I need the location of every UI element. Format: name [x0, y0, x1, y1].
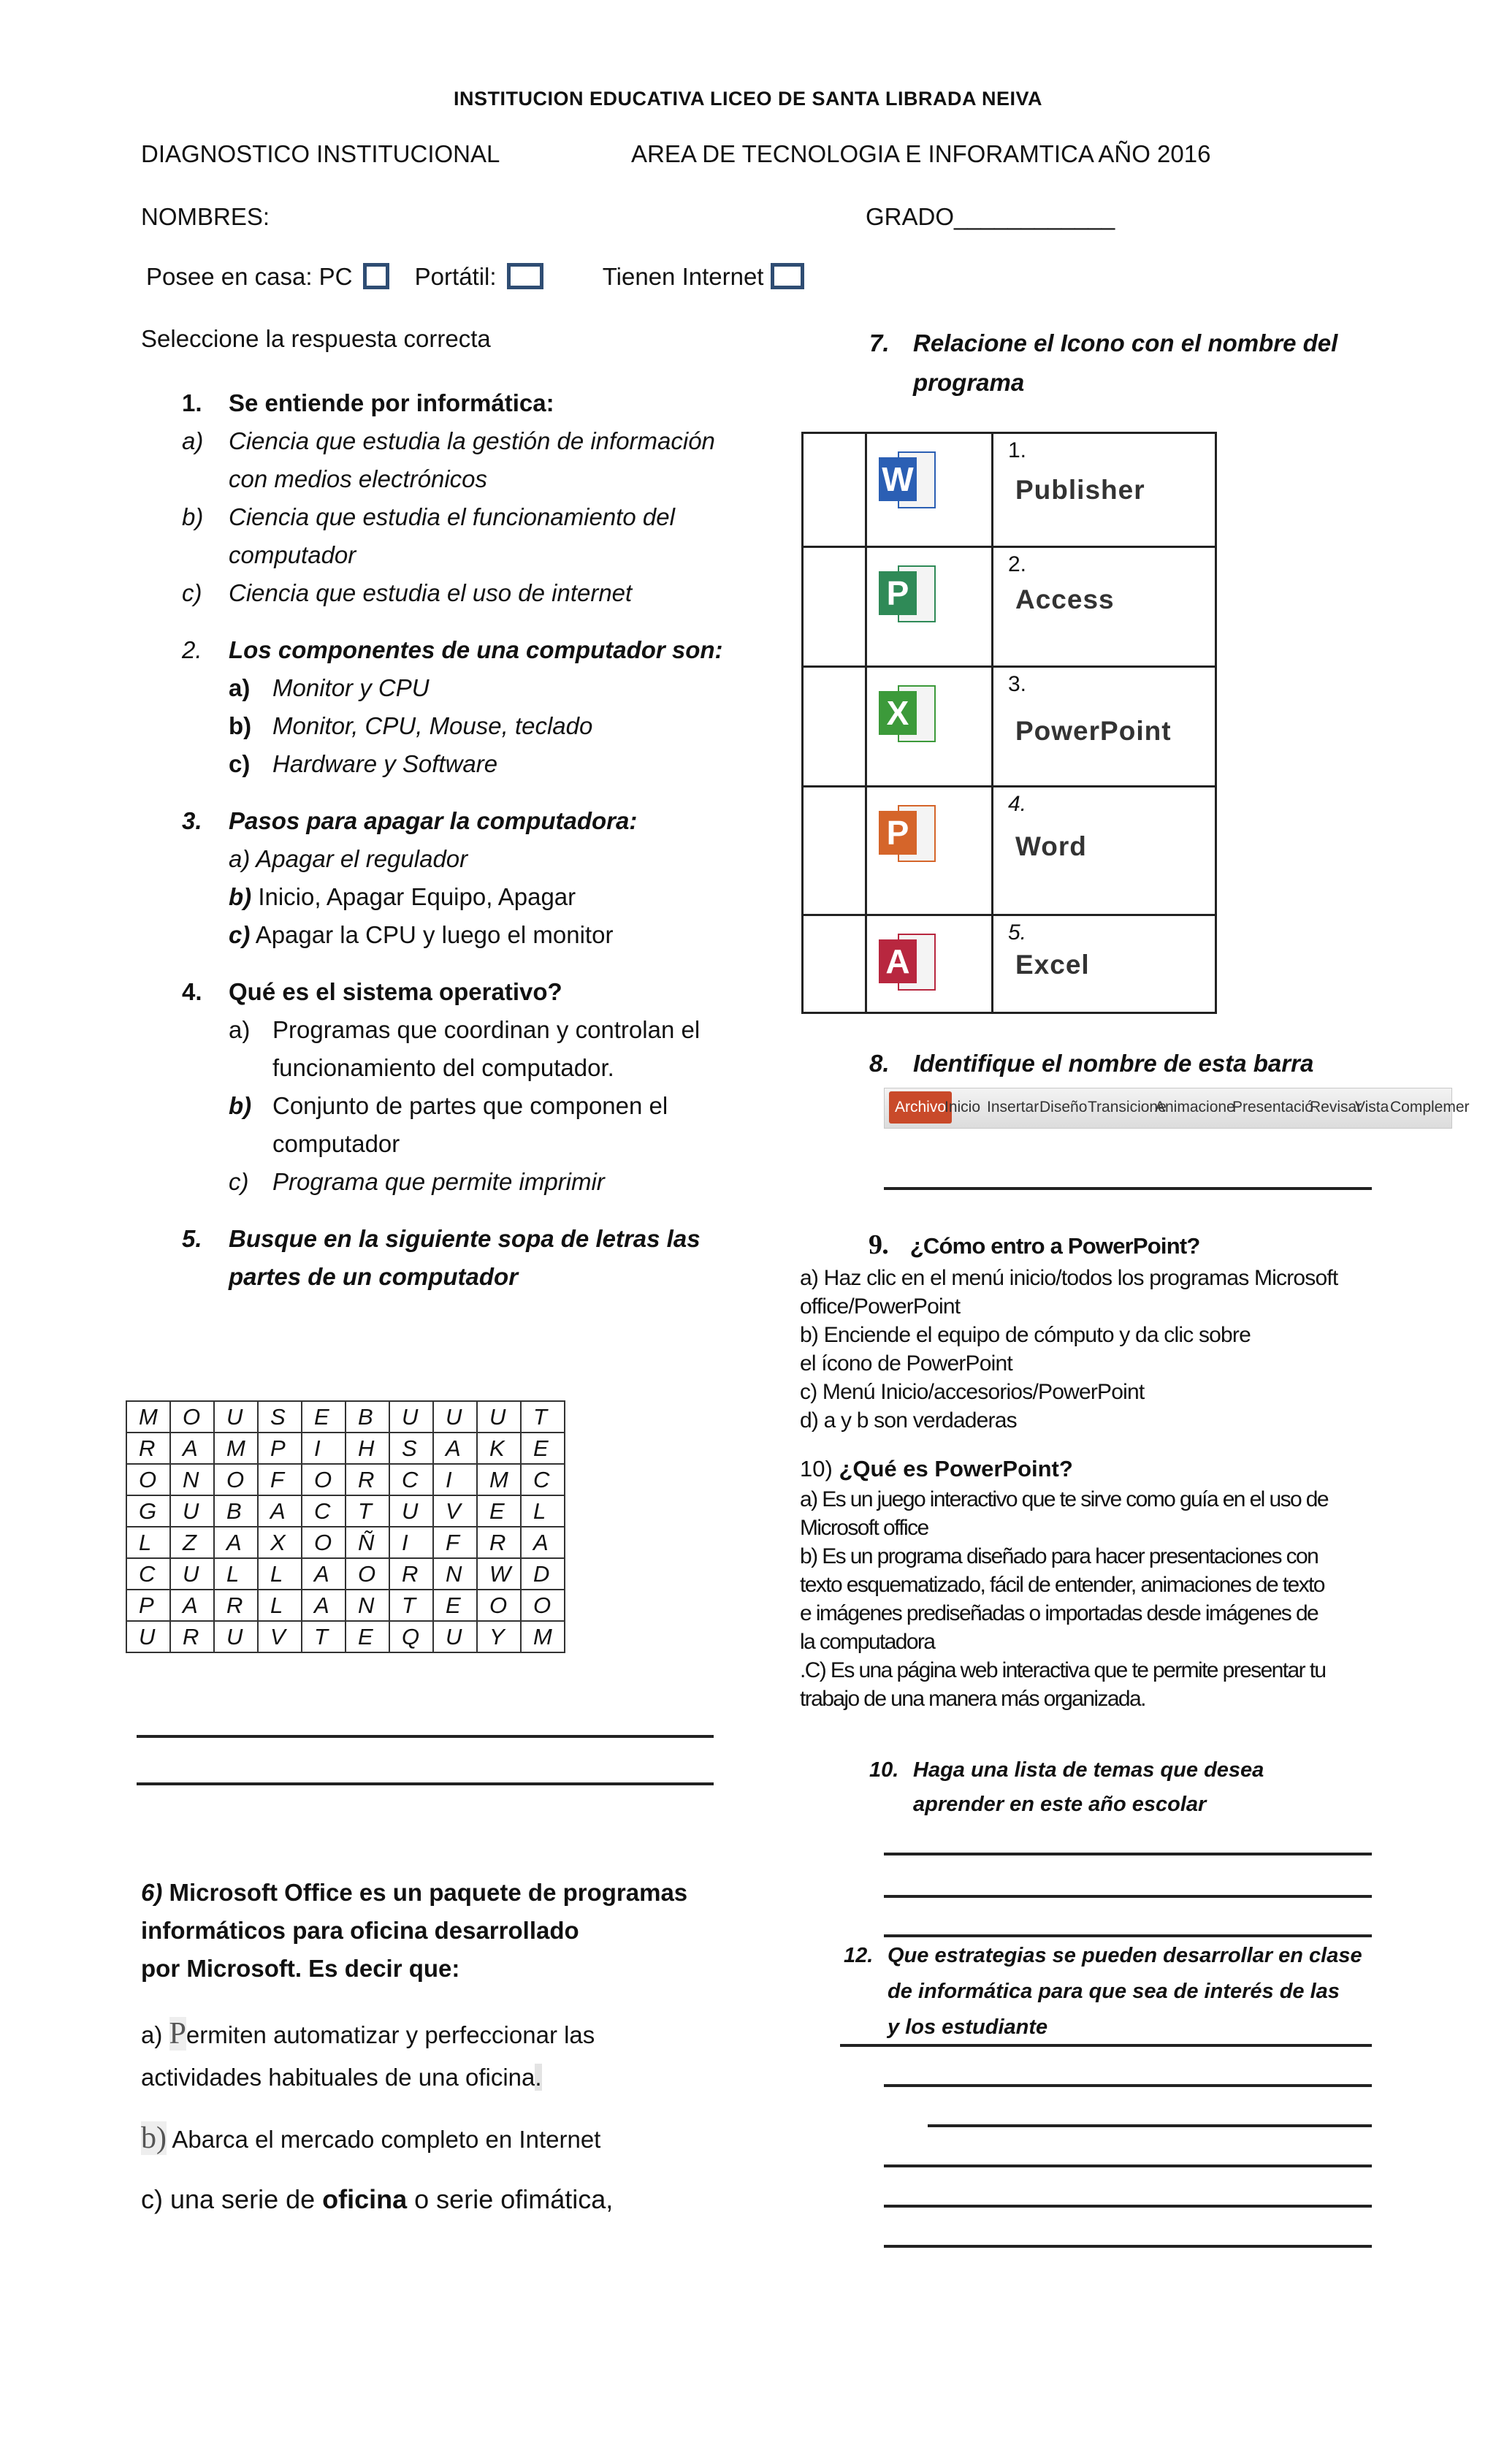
word-search-cell[interactable]: X: [258, 1527, 302, 1558]
question-5-text: Busque en la siguiente sopa de letras las partes de un computador: [229, 1225, 701, 1290]
word-search-row: [126, 1433, 565, 1464]
word-search-grid: [126, 1400, 565, 1653]
question-6-line-1: Microsoft Office es un paquete de programas: [169, 1879, 688, 1906]
word-search-cell[interactable]: M: [126, 1401, 170, 1433]
question-4-text: Qué es el sistema operativo?: [229, 978, 562, 1005]
word-search-cell[interactable]: U: [477, 1401, 521, 1433]
word-search-cell[interactable]: D: [521, 1558, 565, 1590]
diagnostic-label: DIAGNOSTICO INSTITUCIONAL: [141, 140, 500, 167]
question-7-number: 7.: [869, 329, 890, 356]
word-search-cell[interactable]: M: [477, 1464, 521, 1495]
word-search-cell[interactable]: R: [170, 1621, 214, 1652]
q9-option-b[interactable]: b) Enciende el equipo de cómputo y da clic sobre el ícono de PowerPoint: [800, 1323, 1251, 1376]
icon-match-row: [803, 667, 1216, 787]
question-list-number: 10.: [869, 1758, 899, 1782]
word-search-cell[interactable]: S: [389, 1433, 433, 1464]
word-search-cell[interactable]: E: [433, 1590, 477, 1621]
word-search-cell[interactable]: V: [258, 1621, 302, 1652]
word-search-cell[interactable]: L: [258, 1590, 302, 1621]
word-search-cell[interactable]: O: [170, 1401, 214, 1433]
q6-option-a[interactable]: a) Permiten automatizar y perfeccionar las actividades habituales de una oficina.: [141, 2017, 595, 2091]
question-6-line-2: informáticos para oficina desarrollado: [141, 1917, 579, 1944]
word-search-cell[interactable]: U: [170, 1558, 214, 1590]
program-cell: [993, 667, 1216, 787]
internet-checkbox[interactable]: [771, 263, 804, 289]
word-search-cell[interactable]: Q: [389, 1621, 433, 1652]
word-search-cell[interactable]: L: [521, 1495, 565, 1527]
question-3: [182, 802, 725, 840]
question-8-number: 8.: [869, 1050, 890, 1077]
ribbon-tab[interactable]: Presentació: [1232, 1099, 1313, 1115]
answer-line-8[interactable]: [884, 1187, 1372, 1190]
q9-option-d[interactable]: d) a y b son verdaderas: [800, 1408, 1017, 1433]
area-label: AREA DE TECNOLOGIA E INFORAMTICA AÑO 2016: [631, 140, 1211, 167]
answer-line-topics-2[interactable]: [884, 1895, 1372, 1898]
word-search-cell[interactable]: A: [302, 1590, 346, 1621]
q3-option-b[interactable]: b) Inicio, Apagar Equipo, Apagar: [229, 883, 576, 910]
program-cell: [993, 787, 1216, 915]
question-12: [844, 1938, 1362, 2045]
ribbon-tab[interactable]: Archivo: [889, 1091, 952, 1124]
icon-letter: W: [879, 457, 917, 501]
question-12-number: 12.: [844, 1944, 874, 1967]
word-search-cell[interactable]: B: [214, 1495, 258, 1527]
word-search-cell[interactable]: B: [346, 1401, 389, 1433]
word-search-cell[interactable]: W: [477, 1558, 521, 1590]
word-search-cell[interactable]: U: [389, 1401, 433, 1433]
question-10: [800, 1456, 1384, 1713]
instruction-text: Seleccione la respuesta correcta: [141, 325, 491, 352]
question-4-number: 4.: [182, 978, 202, 1005]
icon-cell: [866, 667, 993, 787]
q1-option-a[interactable]: a) Ciencia que estudia la gestión de información con medios electrónicos: [182, 427, 715, 492]
question-9: [800, 1229, 1384, 1435]
answer-line-12-5[interactable]: [884, 2205, 1372, 2208]
answer-line-5b[interactable]: [137, 1782, 714, 1785]
q3-option-a[interactable]: a) Apagar el regulador: [229, 845, 468, 872]
answer-line-12-4[interactable]: [884, 2164, 1372, 2167]
question-10-text: ¿Qué es PowerPoint?: [839, 1456, 1073, 1481]
icon-letter: X: [879, 691, 917, 735]
word-search-cell[interactable]: R: [477, 1527, 521, 1558]
word-search-cell[interactable]: A: [170, 1433, 214, 1464]
word-search-cell[interactable]: O: [302, 1464, 346, 1495]
q2-option-c[interactable]: c) Hardware y Software: [229, 750, 498, 777]
office-app-icon: [877, 929, 936, 993]
pc-checkbox[interactable]: [363, 263, 389, 289]
program-name: Excel: [1015, 950, 1090, 980]
ribbon-tab-bar: [884, 1088, 1470, 1129]
word-search-cell[interactable]: R: [214, 1590, 258, 1621]
program-name: Word: [1015, 831, 1087, 861]
word-search-cell[interactable]: R: [346, 1464, 389, 1495]
q10-option-c[interactable]: .C) Es una página web interactiva que te permite presentar tu trabajo de una manera más organizada.: [800, 1658, 1326, 1711]
laptop-label: Portátil:: [414, 263, 497, 290]
question-10-number: 10): [800, 1456, 833, 1481]
q2-option-b[interactable]: b) Monitor, CPU, Mouse, teclado: [229, 712, 593, 739]
program-number: 2.: [1008, 552, 1027, 576]
word-search-cell[interactable]: P: [126, 1590, 170, 1621]
question-12-line-2: de informática para que sea de interés de las: [888, 1980, 1340, 2003]
program-cell: [993, 547, 1216, 667]
answer-line-12-3[interactable]: [928, 2124, 1372, 2127]
icon-letter: P: [879, 811, 917, 855]
program-number: 3.: [1008, 672, 1027, 696]
answer-line-12-1[interactable]: [840, 2044, 1372, 2047]
office-app-icon: [877, 801, 936, 865]
word-search-cell[interactable]: U: [389, 1495, 433, 1527]
laptop-checkbox[interactable]: [507, 263, 543, 289]
q3-option-c[interactable]: c) Apagar la CPU y luego el monitor: [229, 921, 614, 948]
word-search-cell[interactable]: T: [346, 1495, 389, 1527]
word-search-cell[interactable]: E: [477, 1495, 521, 1527]
word-search-cell[interactable]: N: [346, 1590, 389, 1621]
program-number: 4.: [1008, 792, 1027, 816]
word-search-cell[interactable]: F: [258, 1464, 302, 1495]
left-questions: [182, 384, 725, 1296]
word-search-cell[interactable]: A: [521, 1527, 565, 1558]
question-2-text: Los componentes de una computador son:: [229, 636, 723, 663]
question-7-text: Relacione el Icono con el nombre del programa: [913, 329, 1338, 396]
ribbon-tab[interactable]: Complemer: [1390, 1099, 1470, 1115]
q1-option-b[interactable]: b) Ciencia que estudia el funcionamiento del computador: [182, 503, 675, 568]
question-list-line-2: aprender en este año escolar: [913, 1793, 1207, 1816]
word-search-cell[interactable]: I: [433, 1464, 477, 1495]
word-search-cell[interactable]: A: [258, 1495, 302, 1527]
question-9-text: ¿Cómo entro a PowerPoint?: [909, 1233, 1200, 1259]
answer-line-12-2[interactable]: [884, 2084, 1372, 2087]
program-name: PowerPoint: [1015, 716, 1172, 746]
question-1-text: Se entiende por informática:: [229, 389, 554, 416]
icon-match-row: [803, 787, 1216, 915]
question-12-line-1: Que estrategias se pueden desarrollar en clase: [888, 1944, 1362, 1967]
word-search-cell[interactable]: A: [433, 1433, 477, 1464]
word-search-cell[interactable]: I: [389, 1527, 433, 1558]
icon-match-row: [803, 915, 1216, 1013]
word-search-cell[interactable]: A: [302, 1558, 346, 1590]
word-search-cell[interactable]: T: [302, 1621, 346, 1652]
word-search-cell[interactable]: O: [477, 1590, 521, 1621]
word-search-cell[interactable]: O: [521, 1590, 565, 1621]
word-search-row: [126, 1590, 565, 1621]
question-list-topics: [869, 1753, 1264, 1822]
question-9-number: 9.: [869, 1229, 888, 1260]
word-search-cell[interactable]: O: [302, 1527, 346, 1558]
answer-cell[interactable]: [803, 787, 866, 915]
word-search-cell[interactable]: V: [433, 1495, 477, 1527]
word-search-cell[interactable]: N: [433, 1558, 477, 1590]
grade-label: GRADO____________: [866, 203, 1115, 230]
word-search-cell[interactable]: C: [126, 1558, 170, 1590]
answer-line-topics-1[interactable]: [884, 1853, 1372, 1855]
ribbon-tab[interactable]: Transicione: [1088, 1099, 1167, 1115]
ribbon-tab[interactable]: Insertar: [987, 1099, 1039, 1115]
question-3-number: 3.: [182, 807, 202, 834]
q6-option-b[interactable]: b) Abarca el mercado completo en Internet: [141, 2121, 601, 2155]
school-title: INSTITUCION EDUCATIVA LICEO DE SANTA LIBRADA NEIVA: [454, 88, 1042, 110]
q4-option-a[interactable]: a) Programas que coordinan y controlan el funcionamiento del computador.: [229, 1016, 701, 1081]
question-3-text: Pasos para apagar la computadora:: [229, 807, 638, 834]
question-list-line-1: Haga una lista de temas que desea: [913, 1758, 1264, 1782]
question-6-number: 6): [141, 1879, 163, 1906]
icon-match-row: [803, 547, 1216, 667]
question-5: [182, 1220, 725, 1296]
icon-letter: P: [879, 571, 917, 615]
word-search-cell[interactable]: I: [302, 1433, 346, 1464]
home-devices-row: [146, 263, 804, 291]
program-number: 1.: [1008, 438, 1027, 462]
question-8: [869, 1050, 1314, 1077]
word-search-cell[interactable]: C: [521, 1464, 565, 1495]
word-search-cell[interactable]: H: [346, 1433, 389, 1464]
question-6-line-3: por Microsoft. Es decir que:: [141, 1955, 460, 1982]
word-search-cell[interactable]: E: [521, 1433, 565, 1464]
word-search-cell[interactable]: U: [126, 1621, 170, 1652]
word-search-cell[interactable]: U: [214, 1621, 258, 1652]
question-2: [182, 631, 725, 669]
word-search-cell[interactable]: R: [126, 1433, 170, 1464]
question-7: [869, 324, 1366, 403]
ribbon-tab[interactable]: Animacione: [1155, 1099, 1235, 1115]
word-search-cell[interactable]: K: [477, 1433, 521, 1464]
q9-option-c[interactable]: c) Menú Inicio/accesorios/PowerPoint: [800, 1380, 1145, 1404]
word-search-cell[interactable]: L: [214, 1558, 258, 1590]
question-12-line-3: y los estudiante: [888, 2015, 1048, 2039]
word-search-row: [126, 1464, 565, 1495]
program-number: 5.: [1008, 920, 1027, 945]
program-name: Access: [1015, 584, 1115, 614]
answer-line-topics-3[interactable]: [884, 1934, 1372, 1937]
program-name: Publisher: [1015, 475, 1145, 505]
icon-cell: [866, 547, 993, 667]
word-search-cell[interactable]: Z: [170, 1527, 214, 1558]
answer-cell[interactable]: [803, 915, 866, 1013]
word-search-cell[interactable]: O: [126, 1464, 170, 1495]
word-search-cell[interactable]: M: [521, 1621, 565, 1652]
question-5-number: 5.: [182, 1225, 202, 1252]
word-search-cell[interactable]: O: [346, 1558, 389, 1590]
ribbon-tab[interactable]: Revisar: [1310, 1099, 1362, 1115]
office-app-icon: [877, 681, 936, 745]
office-app-icon: [877, 447, 936, 511]
word-search-cell[interactable]: R: [389, 1558, 433, 1590]
q9-option-a[interactable]: a) Haz clic en el menú inicio/todos los programas Microsoft office/PowerPoint: [800, 1266, 1338, 1319]
icon-cell: [866, 915, 993, 1013]
word-search-cell[interactable]: G: [126, 1495, 170, 1527]
word-search-cell[interactable]: F: [433, 1527, 477, 1558]
question-4: [182, 973, 725, 1011]
q6-option-c[interactable]: c) una serie de oficina o serie ofimática,: [141, 2184, 614, 2214]
word-search-cell[interactable]: M: [214, 1433, 258, 1464]
word-search-cell[interactable]: U: [170, 1495, 214, 1527]
word-search-row: [126, 1558, 565, 1590]
question-2-number: 2.: [182, 636, 202, 663]
q2-option-a[interactable]: a) Monitor y CPU: [229, 674, 430, 701]
word-search-cell[interactable]: P: [258, 1433, 302, 1464]
q4-option-b[interactable]: b) Conjunto de partes que componen el computador: [229, 1092, 668, 1157]
q1-option-c[interactable]: c) Ciencia que estudia el uso de internet: [182, 579, 633, 606]
answer-cell[interactable]: [803, 433, 866, 547]
word-search-cell[interactable]: T: [521, 1401, 565, 1433]
word-search-cell[interactable]: C: [302, 1495, 346, 1527]
word-search-cell[interactable]: Y: [477, 1621, 521, 1652]
word-search-row: [126, 1621, 565, 1652]
office-app-icon: [877, 561, 936, 625]
icon-cell: [866, 433, 993, 547]
answer-cell[interactable]: [803, 667, 866, 787]
question-8-text: Identifique el nombre de esta barra: [913, 1050, 1314, 1077]
pc-label: Posee en casa: PC: [146, 263, 353, 290]
word-search-cell[interactable]: U: [433, 1401, 477, 1433]
icon-cell: [866, 787, 993, 915]
icon-letter: A: [879, 939, 917, 983]
word-search-cell[interactable]: U: [214, 1401, 258, 1433]
q10-option-b[interactable]: b) Es un programa diseñado para hacer presentaciones con texto esquematizado, fácil de entender, animaciones de texto e imágenes prediseñadas o importadas desde imágenes de la computadora: [800, 1544, 1324, 1654]
word-search-cell[interactable]: A: [214, 1527, 258, 1558]
word-search-cell[interactable]: C: [389, 1464, 433, 1495]
word-search-cell[interactable]: E: [346, 1621, 389, 1652]
answer-line-12-6[interactable]: [884, 2245, 1372, 2248]
icon-match-table: [801, 432, 1217, 1014]
word-search-cell[interactable]: T: [389, 1590, 433, 1621]
ribbon-tab[interactable]: Diseño: [1039, 1099, 1088, 1115]
word-search-row: [126, 1495, 565, 1527]
word-search-cell[interactable]: O: [214, 1464, 258, 1495]
program-cell: [993, 433, 1216, 547]
word-search-row: [126, 1401, 565, 1433]
internet-label: Tienen Internet: [602, 263, 764, 290]
word-search-cell[interactable]: N: [170, 1464, 214, 1495]
word-search-cell[interactable]: U: [433, 1621, 477, 1652]
icon-match-row: [803, 433, 1216, 547]
word-search-cell[interactable]: A: [170, 1590, 214, 1621]
answer-cell[interactable]: [803, 547, 866, 667]
word-search-cell[interactable]: E: [302, 1401, 346, 1433]
word-search-cell[interactable]: L: [126, 1527, 170, 1558]
question-6: [141, 1874, 687, 1988]
q4-option-c[interactable]: c) Programa que permite imprimir: [229, 1168, 605, 1195]
names-label: NOMBRES:: [141, 203, 270, 230]
q10-option-a[interactable]: a) Es un juego interactivo que te sirve como guía en el uso de Microsoft office: [800, 1487, 1328, 1540]
word-search-row: [126, 1527, 565, 1558]
word-search-cell[interactable]: S: [258, 1401, 302, 1433]
word-search-cell[interactable]: L: [258, 1558, 302, 1590]
word-search-cell[interactable]: Ñ: [346, 1527, 389, 1558]
program-cell: [993, 915, 1216, 1013]
question-1: [182, 384, 725, 422]
ribbon-tab[interactable]: Vista: [1355, 1099, 1389, 1115]
ribbon-tab[interactable]: Inicio: [944, 1099, 981, 1115]
answer-line-5a[interactable]: [137, 1735, 714, 1738]
question-1-number: 1.: [182, 389, 202, 416]
